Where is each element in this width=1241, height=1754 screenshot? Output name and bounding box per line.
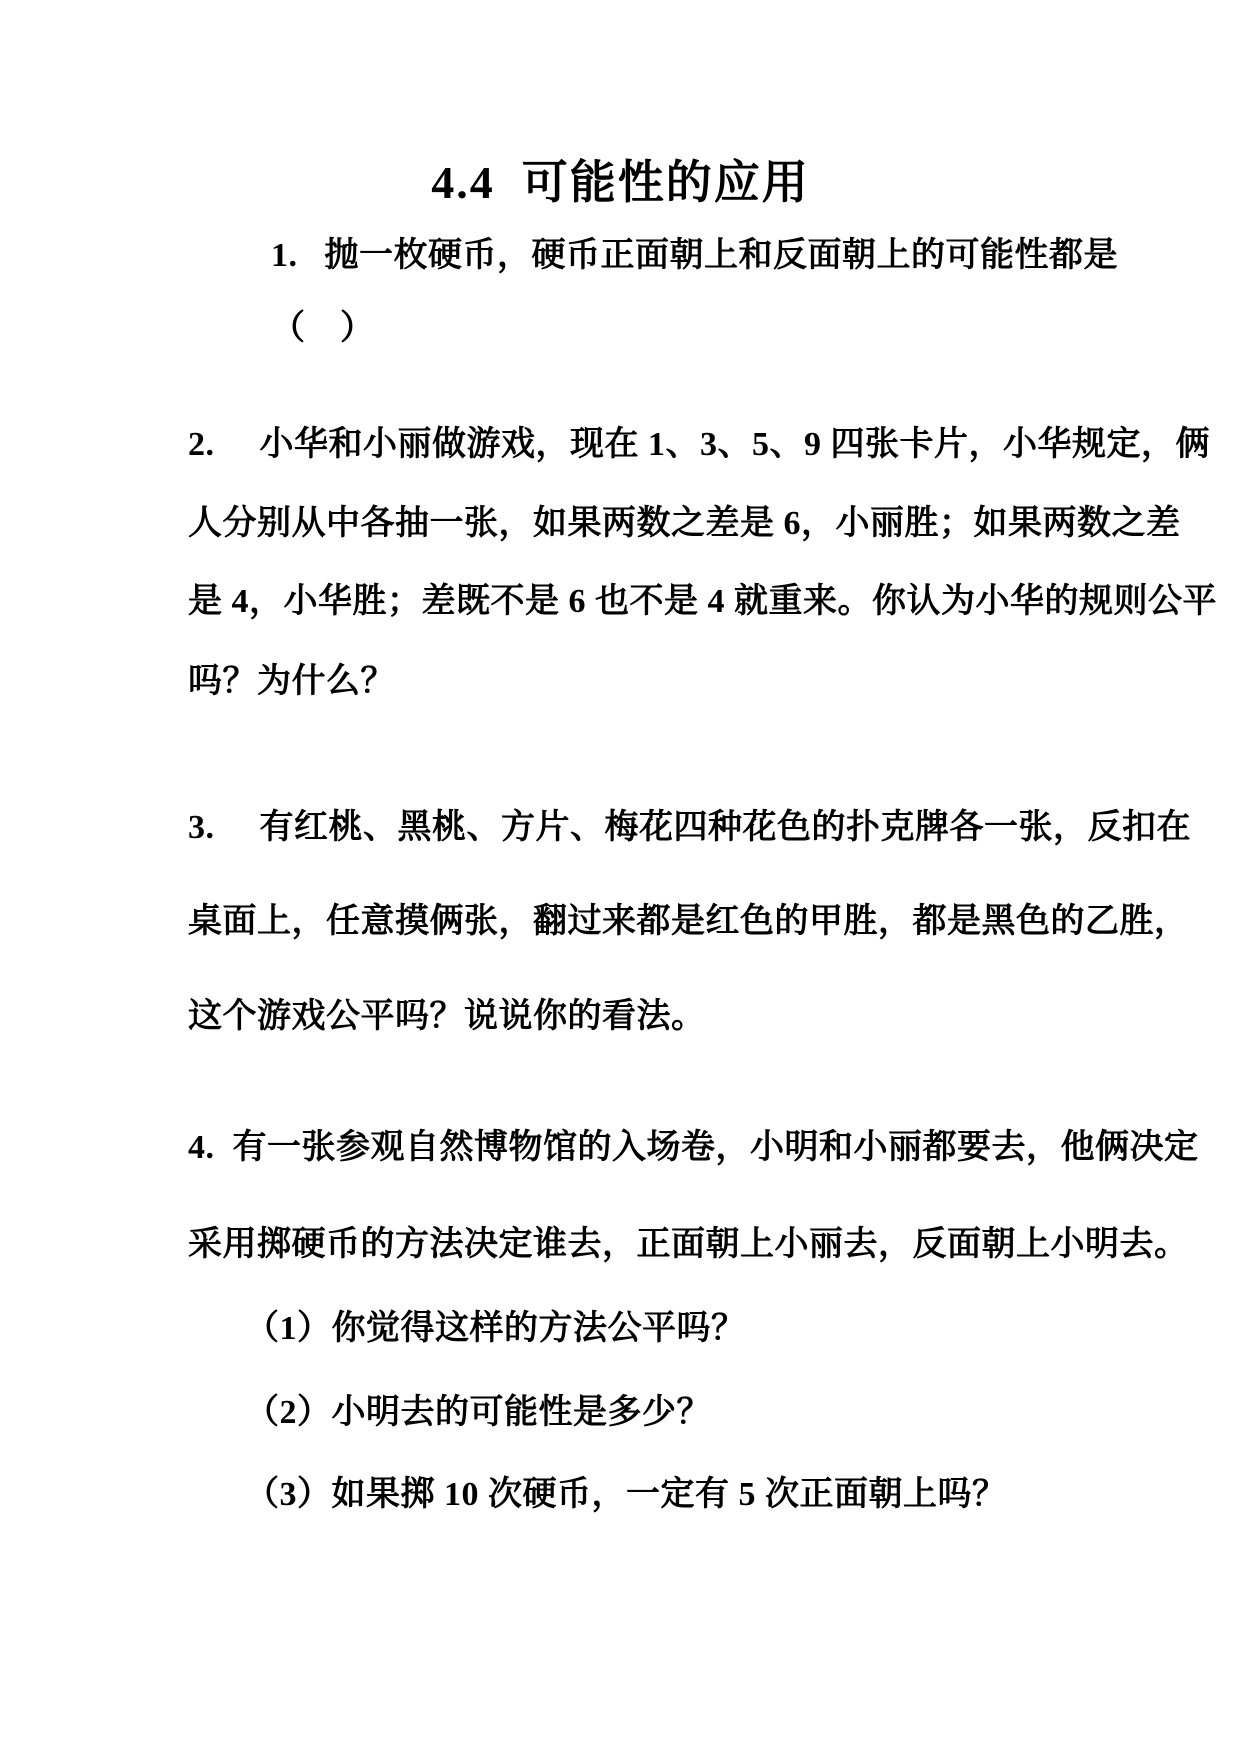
- question-2-line-4: 吗？为什么？: [188, 663, 395, 700]
- question-1-answer-blank: （ ）: [271, 310, 375, 347]
- question-4-line-2: 采用掷硬币的方法决定谁去，正面朝上小丽去，反面朝上小明去。: [188, 1226, 1189, 1263]
- question-4-subquestion-1: （1）你觉得这样的方法公平吗？: [245, 1310, 746, 1347]
- question-2-line-2: 人分别从中各抽一张，如果两数之差是 6，小丽胜；如果两数之差: [188, 505, 1181, 542]
- question-4-subquestion-3: （3）如果掷 10 次硬币，一定有 5 次正面朝上吗？: [245, 1476, 1007, 1513]
- question-3-line-1: 3. 有红桃、黑桃、方片、梅花四种花色的扑克牌各一张，反扣在: [188, 809, 1191, 846]
- question-1-line-1: 1. 抛一枚硬币，硬币正面朝上和反面朝上的可能性都是: [271, 237, 1118, 274]
- question-3-line-2: 桌面上，任意摸俩张，翻过来都是红色的甲胜，都是黑色的乙胜，: [188, 903, 1189, 940]
- document-title: 4.4 可能性的应用: [431, 157, 810, 208]
- question-2-line-1: 2. 小华和小丽做游戏，现在 1、3、5、9 四张卡片，小华规定，俩: [188, 426, 1210, 463]
- question-4-line-1: 4. 有一张参观自然博物馆的入场卷，小明和小丽都要去，他俩决定: [188, 1129, 1199, 1166]
- question-2-line-3: 是 4，小华胜；差既不是 6 也不是 4 就重来。你认为小华的规则公平: [188, 583, 1217, 620]
- question-4-subquestion-2: （2）小明去的可能性是多少？: [245, 1394, 711, 1431]
- question-3-line-3: 这个游戏公平吗？说说你的看法。: [188, 998, 706, 1035]
